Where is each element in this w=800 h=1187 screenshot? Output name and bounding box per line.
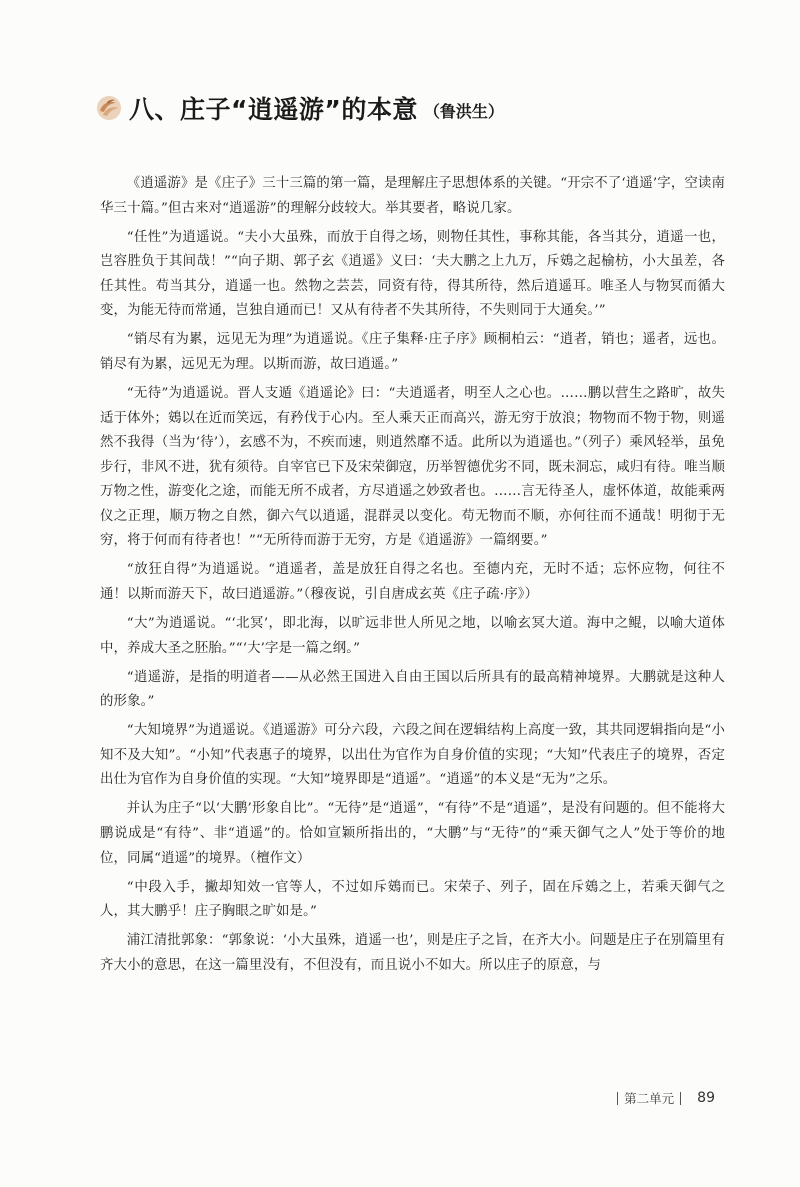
title-row — [95, 88, 504, 128]
page-footer — [611, 1089, 715, 1107]
paragraph: “大知境界”为逍遥说。《逍遥游》可分六段，六段之间在逻辑结构上高度一致，其共同逻辑指向是“小知不及大知”。“小知”代表惠子的境界，以出仕为官作为自身价值的实现；“大知”代表庄子的境界，否定出仕为官作为自身价值的实现。“大知”境界即是“逍遥”。“逍遥”的本义是“无为”之乐。 — [100, 723, 725, 788]
paragraph: “放狂自得”为逍遥说。“逍遥者，盖是放狂自得之名也。至德内充，无时不适；忘怀应物，何往不通！以斯而游天下，故曰逍遥游。”（穆夜说，引自唐成玄英《庄子疏·序》） — [100, 562, 725, 603]
page-title: 八、庄子“逍遥游”的本意 — [129, 95, 418, 124]
paragraph: 《逍遥游》是《庄子》三十三篇的第一篇，是理解庄子思想体系的关键。“开宗不了‘逍遥’字，空读南华三十篇。”但古来对“逍遥游”的理解分歧较大。举其要者，略说几家。 — [100, 176, 725, 216]
unit-label: 第二单元 — [624, 1091, 675, 1106]
paragraph: 浦江清批郭象：“郭象说：‘小大虽殊，逍遥一也’，则是庄子之旨，在齐大小。问题是庄子在别篇里有齐大小的意思，在这一篇里没有，不但没有，而且说小不如大。所以庄子的原意，与 — [100, 933, 725, 973]
article-body — [100, 172, 725, 978]
footer-divider — [680, 1092, 681, 1105]
page-number: 89 — [697, 1090, 715, 1106]
paragraph: 并认为庄子“以‘大鹏’形象自比”。“无待”是“逍遥”，“有待”不是“逍遥”，是没有问题的。但不能将大鹏说成是“有待”、非“逍遥”的。恰如宣颖所指出的，“大鹏”与“无待”的“乘天御气之人”处于等价的地位，同属“逍遥”的境界。（檀作文） — [100, 801, 725, 866]
footer-divider — [617, 1092, 618, 1105]
author-name: （鲁洪生） — [423, 101, 504, 121]
paragraph: “逍遥游，是指的明道者——从必然王国进入自由王国以后所具有的最高精神境界。大鹏就是这种人的形象。” — [100, 669, 725, 710]
paragraph: “大”为逍遥说。“‘北冥’，即北海，以旷远非世人所见之地，以喻玄冥大道。海中之鲲，以喻大道体中，养成大圣之胚胎。”“‘大’字是一篇之纲。” — [100, 616, 725, 656]
paragraph: “中段入手，撇却知效一官等人，不过如斥鴳而已。宋荣子、列子，固在斥鴳之上，若乘天御气之人，其大鹏乎！庄子胸眼之旷如是。” — [100, 879, 725, 920]
paragraph: “销尽有为累，远见无为理”为逍遥说。《庄子集释·庄子序》顾桐柏云：“逍者，销也；遥者，远也。销尽有为累，远见无为理。以斯而游，故曰逍遥。” — [100, 332, 725, 372]
swirl-logo-icon — [95, 94, 123, 122]
paragraph: “无待”为逍遥说。晋人支遁《逍遥论》曰：“夫逍遥者，明至人之心也。……鹏以营生之路旷，故失适于体外；鴳以在近而笑远，有矜伐于心内。至人乘天正而高兴，游无穷于放浪；物物而不物于物，则遥然不我得（当为‘待’），玄感不为，不疾而速，则逍然靡不适。此所以为逍遥也。”（列子）乘风轻举，虽免步行，非风不进，犹有须待。自宰官已下及宋荣御寇，历举智德优劣不同，既未洞忘，咸归有待。唯当顺万物之性，游变化之途，而能无所不成者，方尽逍遥之妙致者也。……言无待圣人，虚怀体道，故能乘两仪之正理，顺万物之自然，御六气以逍遥，混群灵以变化。苟无物而不顺，亦何往而不通哉！明彻于无穷，将于何而有待者也！”“无所待而游于无穷，方是《逍遥游》一篇纲要。” — [100, 385, 725, 549]
paragraph: “任性”为逍遥说。“夫小大虽殊，而放于自得之场，则物任其性，事称其能，各当其分，逍遥一也，岂容胜负于其间哉！”“向子期、郭子玄《逍遥》义曰：‘夫大鹏之上九万，斥鴳之起榆枋，小大虽差，各任其性。苟当其分，逍遥一也。然物之芸芸，同资有待，得其所待，然后逍遥耳。唯圣人与物冥而循大变，为能无待而常通，岂独自通而已！又从有待者不失其所待，不失则同于大通矣。’” — [100, 229, 725, 319]
